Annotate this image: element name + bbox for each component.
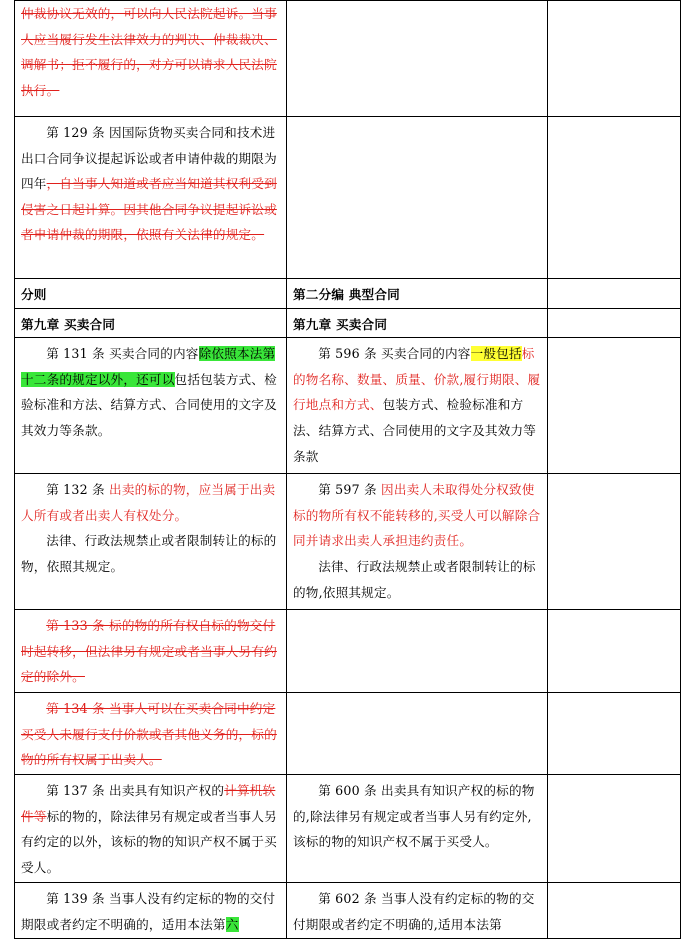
- table-row: [15, 775, 681, 883]
- table-row: [15, 610, 681, 693]
- paragraph: [21, 696, 280, 773]
- deleted-text: ，自当事人知道或者应当知道其权利受到侵害之日起计算。因其他合同争议提起诉讼或者申请仲裁的期限，依照有关法律的规定。: [21, 176, 277, 243]
- table-row: [15, 474, 681, 610]
- old-article-cell: [15, 474, 287, 610]
- article-text: 法律、行政法规禁止或者限制转让的标的物，依照其规定。: [21, 533, 277, 574]
- new-article-cell: [287, 883, 548, 939]
- highlighted-text: 除依照本法第十二条的规定以外，还可以: [21, 346, 276, 387]
- paragraph: [21, 341, 280, 443]
- table-row: [15, 117, 681, 279]
- article-text: 第 131 条 买卖合同的内容: [46, 346, 199, 362]
- note-cell: [548, 693, 681, 775]
- article-text: 包装方式、检验标准和方法、结算方式、合同使用的文字及其效力等条款: [293, 397, 537, 464]
- paragraph: [293, 886, 541, 937]
- note-cell: [548, 279, 681, 309]
- article-text: 第 139 条 当事人没有约定标的物的交付期限或者约定不明确的，适用本法第: [21, 891, 276, 932]
- article-text: 第 132 条: [46, 482, 110, 498]
- comparison-table: [14, 0, 681, 939]
- deleted-text: 第 134 条 当事人可以在买卖合同中约定买受人未履行支付价款或者其他义务的，标的物的所有权属于出卖人。: [21, 701, 277, 768]
- new-article-cell: [287, 1, 548, 117]
- new-article-cell: [287, 474, 548, 610]
- old-article-cell: [15, 883, 287, 939]
- chapter-header-row: [15, 308, 681, 338]
- note-cell: [548, 610, 681, 693]
- old-article-cell: [15, 1, 287, 117]
- article-text: 第 596 条 买卖合同的内容: [318, 346, 471, 362]
- note-cell: [548, 883, 681, 939]
- note-cell: [548, 117, 681, 279]
- highlighted-text: 一般包括: [470, 346, 522, 362]
- table-row: [15, 338, 681, 474]
- old-article-cell: [15, 610, 287, 693]
- article-text: 标的物的，除法律另有规定或者当事人另有约定的以外，该标的物的知识产权不属于买受人。: [21, 808, 277, 875]
- old-article-cell: [15, 693, 287, 775]
- article-text: 第 600 条 出卖具有知识产权的标的物的,除法律另有规定或者当事人另有约定外,该标的物的知识产权不属于买受人。: [293, 783, 535, 850]
- article-text: 第 137 条 出卖具有知识产权的: [46, 783, 225, 799]
- paragraph: [21, 886, 280, 937]
- old-chapter-header: 第九章 买卖合同: [15, 308, 287, 338]
- new-section-header: 第二分编 典型合同: [287, 279, 548, 309]
- new-chapter-header: 第九章 买卖合同: [287, 308, 548, 338]
- paragraph: [293, 477, 541, 554]
- new-article-cell: [287, 693, 548, 775]
- new-article-cell: [287, 610, 548, 693]
- table-row: [15, 693, 681, 775]
- article-text: 包括包装方式、检验标准和方法、结算方式、合同使用的文字及其效力等条款。: [21, 371, 277, 438]
- note-cell: [548, 338, 681, 474]
- note-cell: [548, 1, 681, 117]
- paragraph: [21, 477, 280, 528]
- article-text: 第 602 条 当事人没有约定标的物的交付期限或者约定不明确的,适用本法第: [293, 891, 535, 932]
- paragraph: [21, 1, 280, 103]
- old-article-cell: [15, 775, 287, 883]
- old-section-header: 分则: [15, 279, 287, 309]
- paragraph: [21, 613, 280, 690]
- old-article-cell: [15, 338, 287, 474]
- highlighted-text: 六: [225, 916, 239, 932]
- deleted-text: 第 133 条 标的物的所有权自标的物交付时起转移，但法律另有规定或者当事人另有约定的除外。: [21, 618, 277, 685]
- paragraph: [21, 528, 280, 579]
- article-text: 第 129 条 因国际货物买卖合同和技术进出口合同争议提起诉讼或者申请仲裁的期限为四年: [21, 125, 277, 192]
- table-row: [15, 1, 681, 117]
- article-text: 法律、行政法规禁止或者限制转让的标的物,依照其规定。: [293, 558, 536, 600]
- changed-text: 出卖的标的物，应当属于出卖人所有或者出卖人有权处分。: [21, 482, 276, 523]
- note-cell: [548, 308, 681, 338]
- deleted-text: 仲裁协议无效的，可以向人民法院起诉。当事人应当履行发生法律效力的判决、仲裁裁决、调解书；拒不履行的，对方可以请求人民法院执行。: [21, 6, 277, 98]
- article-text: 第 597 条: [318, 482, 382, 498]
- changed-text: 标的物名称、数量、质量、价款,履行期限、履行地点和方式、: [293, 346, 541, 413]
- deleted-text: 计算机软件等: [21, 783, 276, 824]
- paragraph: [293, 778, 541, 855]
- note-cell: [548, 775, 681, 883]
- paragraph: [21, 120, 280, 248]
- section-header-row: [15, 279, 681, 309]
- paragraph: [293, 341, 541, 469]
- changed-text: 因出卖人未取得处分权致使标的物所有权不能转移的,买受人可以解除合同并请求出卖人承担违约责任。: [293, 482, 541, 549]
- new-article-cell: [287, 117, 548, 279]
- new-article-cell: [287, 338, 548, 474]
- paragraph: [21, 778, 280, 880]
- table-row: [15, 883, 681, 939]
- paragraph: [293, 554, 541, 605]
- old-article-cell: [15, 117, 287, 279]
- note-cell: [548, 474, 681, 610]
- new-article-cell: [287, 775, 548, 883]
